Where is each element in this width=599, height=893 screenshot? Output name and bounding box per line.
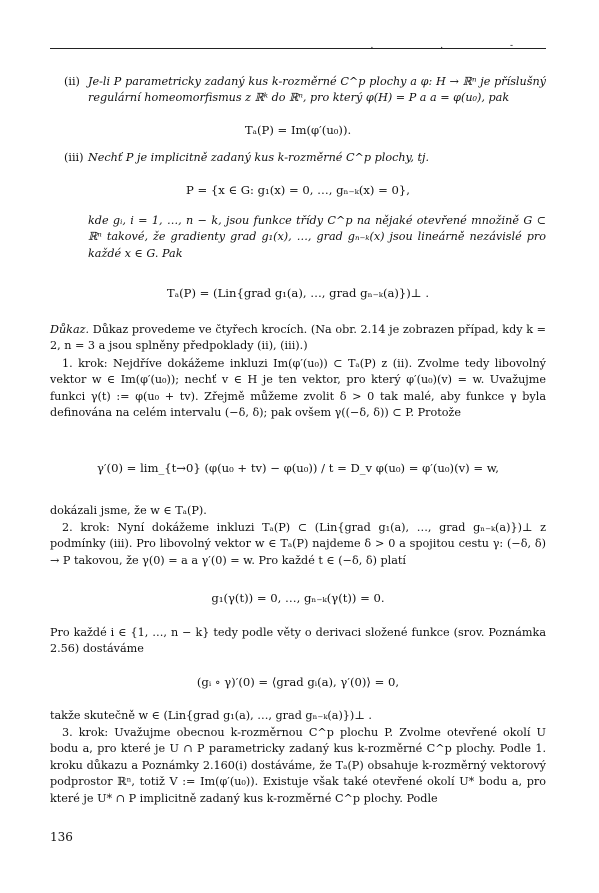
proof-step-3: 3. krok: Uvažujme obecnou k-rozměrnou C^p plochu P. Zvolme otevřené okolí U bodu a, pro které je U ∩ P parametricky zadaný kus k-rozměrné C^p plochy. Podle 1. kroku důkazu a Poznámky 2.160(i) dostáváme, že Tₐ(P) obsahuje k-rozměrný vektorový podprostor ℝⁿ, totiž V := Im(φ′(u₀)). Existuje však také otevřené okolí U* bodu a, pro které je U* ∩ P implicitně zadaný kus k-rozměrné C^p plochy. Podle — [50, 726, 546, 805]
proof-intro — [50, 322, 546, 355]
proof-step-2: 2. krok: Nyní dokážeme inkluzi Tₐ(P) ⊂ (Lin{grad g₁(a), …, grad gₙ₋ₖ(a)})⊥ z podmínky (iii). Pro libovolný vektor w ∈ Tₐ(P) najdeme δ > 0 a spojitou cestu γ: (−δ, δ) → P takovou, že γ(0) = a a γ′(0) = w. Pro každé t ∈ (−δ, δ) platí — [50, 521, 546, 567]
proof-label: Důkaz. — [50, 323, 90, 336]
item-ii — [64, 74, 546, 107]
proof-step-2-continued: Pro každé i ∈ {1, …, n − k} tedy podle věty o derivaci složené funkce (srov. Poznámka 2.56) dostáváme — [50, 626, 546, 656]
proof-step-2-end: takže skutečně w ∈ (Lin{grad g₁(a), …, grad gₙ₋ₖ(a)})⊥ . — [50, 709, 372, 722]
equation-implicit-set: P = {x ∈ G: g₁(x) = 0, …, gₙ₋ₖ(x) = 0}, — [186, 183, 410, 197]
page-number: 136 — [50, 830, 73, 844]
proof-intro-text: Důkaz provedeme ve čtyřech krocích. (Na obr. 2.14 je zobrazen případ, kdy k = 2, n = 3 a jsou splněny předpoklady (ii), (iii).) — [50, 323, 546, 353]
equation-composite-derivative: (gᵢ ∘ γ)′(0) = ⟨grad gᵢ(a), γ′(0)⟩ = 0, — [196, 675, 400, 689]
item-iii-label: (iii) — [64, 151, 84, 164]
item-ii-text: Je-li P parametricky zadaný kus k-rozměrné C^p plochy a φ: H → ℝⁿ je příslušný regulární homeomorfismus z ℝᵏ do ℝⁿ, pro který φ(H) = P a a = φ(u₀), pak — [88, 75, 546, 105]
equation-limit: γ′(0) = lim_{t→0} (φ(u₀ + tv) − φ(u₀)) / t = D_v φ(u₀) = φ′(u₀)(v) = w, — [97, 461, 499, 475]
item-iii — [64, 150, 546, 166]
running-header-marks: . . - — [370, 41, 545, 51]
equation-tangent-image: Tₐ(P) = Im(φ′(u₀)). — [244, 123, 352, 137]
equation-orthogonal-complement: Tₐ(P) = (Lin{grad g₁(a), …, grad gₙ₋ₖ(a)})⊥ . — [166, 286, 430, 300]
item-iii-text: Nechť P je implicitně zadaný kus k-rozměrné C^p plochy, tj. — [88, 151, 430, 164]
proof-step-1-end: dokázali jsme, že w ∈ Tₐ(P). — [50, 504, 207, 517]
item-ii-label: (ii) — [64, 75, 80, 88]
header-rule — [50, 48, 546, 49]
item-iii-continued — [64, 213, 546, 262]
equation-constraints: g₁(γ(t)) = 0, …, gₙ₋ₖ(γ(t)) = 0. — [211, 591, 385, 605]
proof-step-1: 1. krok: Nejdříve dokážeme inkluzi Im(φ′(u₀)) ⊂ Tₐ(P) z (ii). Zvolme tedy libovolný vektor w ∈ Im(φ′(u₀)); nechť v ∈ H je ten vektor, pro který φ′(u₀)(v) = w. Uvažujme funkci γ(t) := φ(u₀ + tv). Zřejmě můžeme zvolit δ > 0 tak malé, aby funkce γ byla definována na celém intervalu (−δ, δ); pak ovšem γ((−δ, δ)) ⊂ P. Protože — [50, 357, 546, 420]
item-iii-continued-text: kde gᵢ, i = 1, …, n − k, jsou funkce třídy C^p na nějaké otevřené množině G ⊂ ℝⁿ takové, že gradienty grad g₁(x), …, grad gₙ₋ₖ(x) jsou lineárně nezávislé pro každé x ∈ G. Pak — [88, 214, 546, 260]
